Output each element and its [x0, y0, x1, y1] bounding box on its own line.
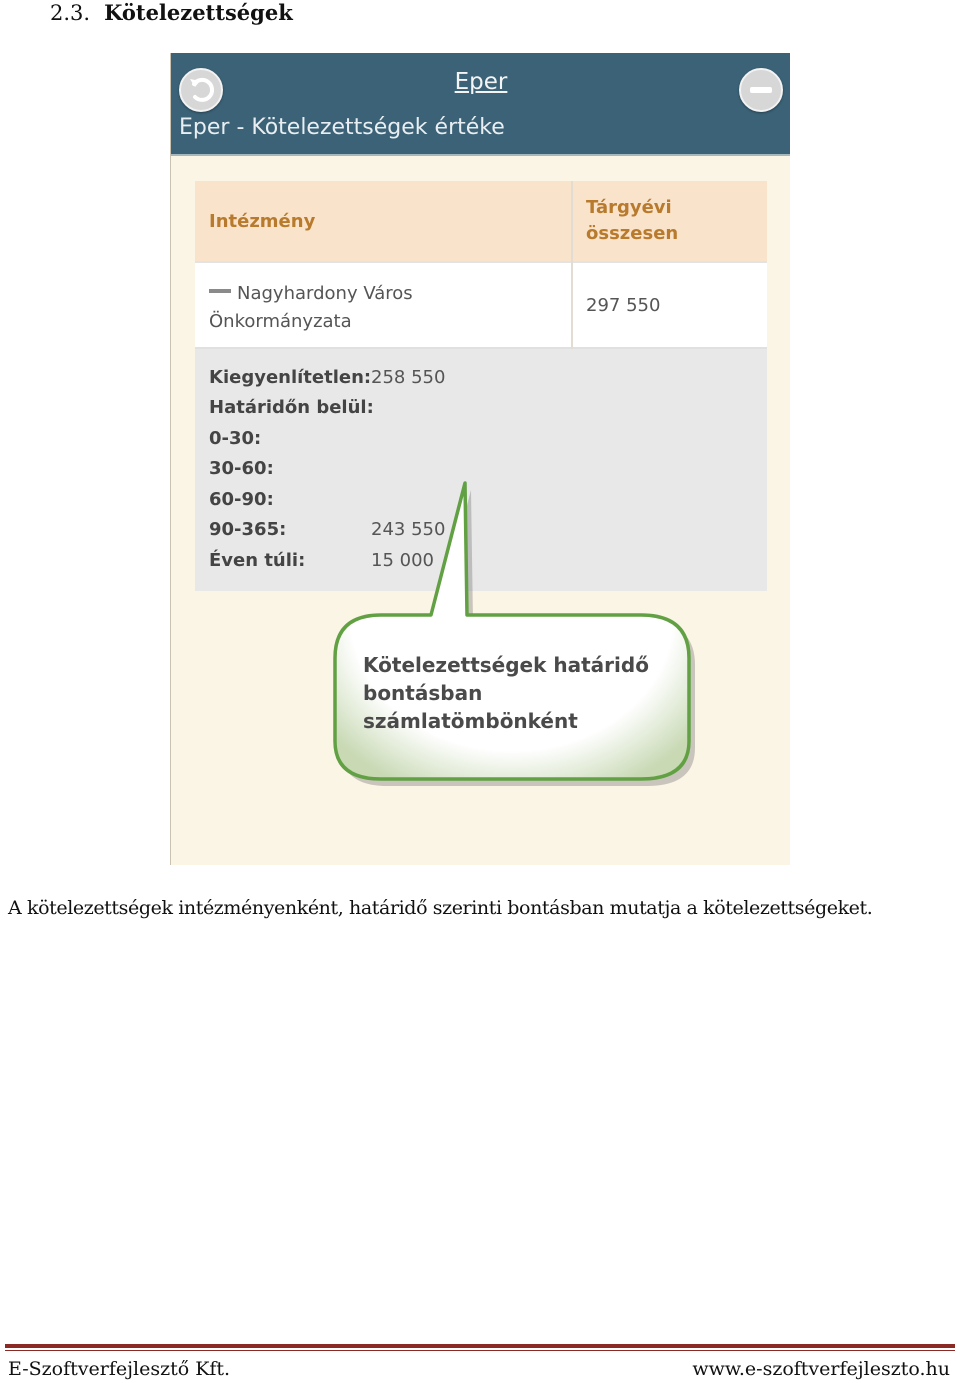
footer-rule — [5, 1344, 955, 1348]
detail-label: 30-60: — [209, 458, 274, 479]
app-title[interactable]: Eper — [454, 69, 508, 95]
header-total[interactable]: Tárgyévi összesen — [586, 197, 679, 244]
app-screenshot — [170, 53, 790, 865]
footer-company: E-Szoftverfejlesztő Kft. — [8, 1358, 231, 1380]
callout-text: Kötelezettségek határidő bontásban számlatömbönként — [363, 653, 649, 733]
detail-label: Kiegyenlítetlen: — [209, 367, 372, 388]
detail-value: 15 000 — [371, 550, 434, 571]
section-title: Kötelezettségek — [104, 0, 293, 25]
detail-label: Éven túli: — [209, 550, 306, 571]
footer-rule-thin — [5, 1350, 955, 1351]
detail-label: 60-90: — [209, 489, 274, 510]
section-number: 2.3. — [50, 1, 91, 25]
detail-value: 258 550 — [371, 367, 446, 388]
detail-value: 243 550 — [371, 519, 446, 540]
detail-label: 90-365: — [209, 519, 287, 540]
detail-label: Határidőn belül: — [209, 397, 374, 418]
footer-website[interactable]: www.e-szoftverfejleszto.hu — [692, 1358, 950, 1380]
total-cell: 297 550 — [586, 295, 661, 316]
section-heading — [50, 0, 293, 26]
institution-name: Nagyhardony Város Önkormányzata — [209, 283, 413, 332]
detail-label: 0-30: — [209, 428, 262, 449]
app-subtitle: Eper - Kötelezettségek értéke — [179, 115, 505, 140]
body-paragraph: A kötelezettségek intézményenként, határidő szerinti bontásban mutatja a kötelezettségeket. — [8, 897, 873, 919]
header-institution[interactable]: Intézmény — [209, 211, 316, 232]
callout-bubble — [171, 53, 790, 865]
